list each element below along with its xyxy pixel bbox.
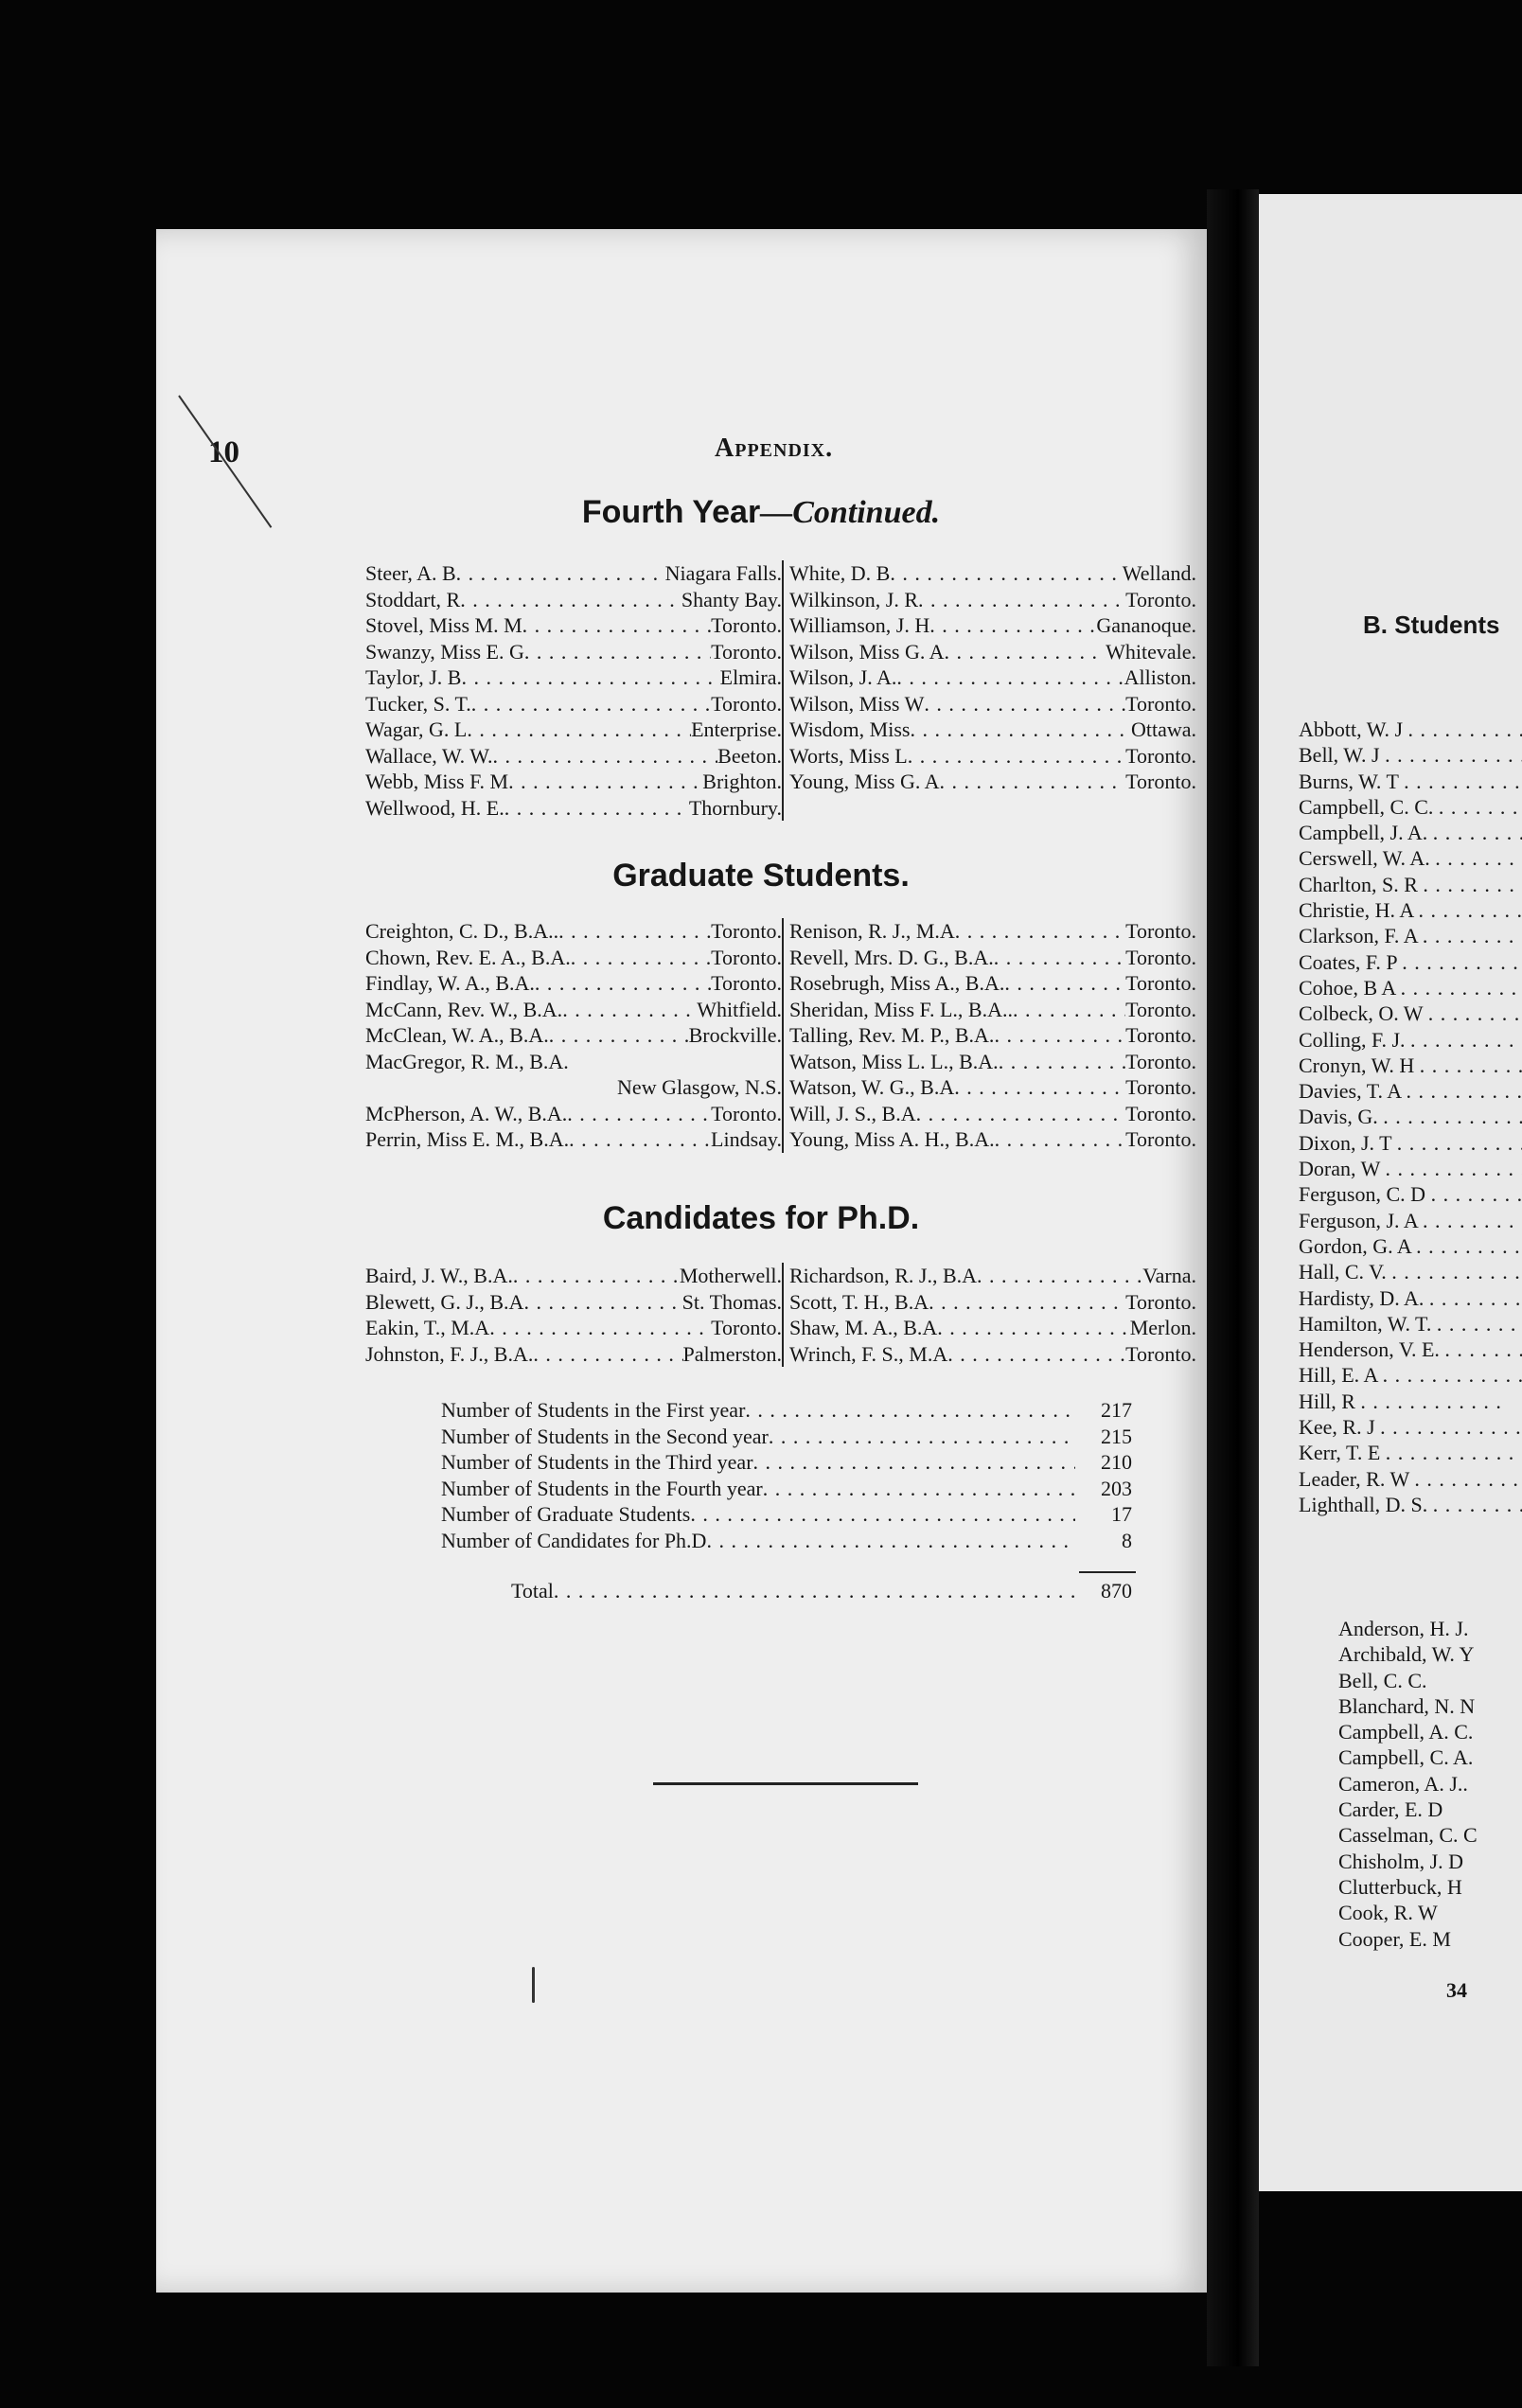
student-name: Taylor, J. B xyxy=(365,665,462,689)
student-name: Carder, E. D xyxy=(1338,1797,1443,1822)
list-item xyxy=(1338,1900,1478,1925)
student-name: MacGregor, R. M., B.A. xyxy=(365,1049,569,1073)
student-name: Cerswell, W. A. xyxy=(1299,846,1430,871)
student-place: Toronto. xyxy=(711,691,782,716)
student-name: Henderson, V. E. xyxy=(1299,1337,1440,1362)
student-place: Toronto. xyxy=(711,639,782,664)
student-place: Toronto. xyxy=(1125,1101,1196,1125)
student-name: Hill, R xyxy=(1299,1389,1355,1413)
list-item xyxy=(1299,1078,1522,1104)
student-name: McPherson, A. W., B.A. xyxy=(365,1101,568,1125)
student-name: Stovel, Miss M. M xyxy=(365,613,522,637)
phd-right-column xyxy=(782,1263,1196,1367)
list-item xyxy=(365,945,782,971)
student-name: Worts, Miss L xyxy=(789,743,908,768)
student-name: Watson, Miss L. L., B.A. xyxy=(789,1049,999,1073)
summary-row xyxy=(441,1528,1132,1554)
student-name: Kee, R. J xyxy=(1299,1415,1375,1440)
student-name: Christie, H. A xyxy=(1299,898,1414,923)
list-item xyxy=(1338,1771,1478,1797)
list-item xyxy=(365,743,782,770)
right-page-list-b xyxy=(1338,1616,1478,1952)
student-name: Ferguson, J. A xyxy=(1299,1208,1418,1232)
student-name: Wilson, Miss W xyxy=(789,691,925,716)
student-place: Toronto. xyxy=(711,1101,782,1125)
list-item xyxy=(1338,1719,1478,1744)
list-item xyxy=(789,769,1196,795)
list-item xyxy=(365,1074,782,1101)
student-name: Hamilton, W. T. xyxy=(1299,1311,1432,1336)
student-name: Eakin, T., M.A xyxy=(365,1316,490,1339)
student-name: Blewett, G. J., B.A xyxy=(365,1289,524,1314)
student-name: Wilkinson, J. R xyxy=(789,587,919,611)
fourth-year-list xyxy=(365,560,1196,821)
list-item xyxy=(1299,1389,1522,1414)
list-item xyxy=(365,769,782,795)
student-name: Clutterbuck, H xyxy=(1338,1874,1462,1899)
student-name: Cooper, E. M xyxy=(1338,1926,1451,1951)
left-page xyxy=(156,229,1207,2293)
student-place: Niagara Falls. xyxy=(664,561,782,585)
right-page xyxy=(1259,194,1522,2191)
phd-left-column xyxy=(365,1263,782,1367)
list-item xyxy=(789,945,1196,971)
list-item xyxy=(365,1022,782,1049)
student-place: Brockville. xyxy=(688,1023,782,1047)
list-item xyxy=(789,1049,1196,1075)
student-name: Davies, T. A xyxy=(1299,1079,1401,1104)
total-value: 870 xyxy=(1101,1579,1132,1602)
student-place: Varna. xyxy=(1142,1264,1196,1287)
fourth-year-title-text: Fourth Year xyxy=(581,494,761,530)
list-item xyxy=(1299,794,1522,820)
student-name: Bell, W. J xyxy=(1299,743,1380,768)
list-item xyxy=(1299,1181,1522,1207)
list-item xyxy=(789,743,1196,770)
summary-value: 8 xyxy=(1122,1528,1132,1552)
list-item xyxy=(789,1101,1196,1127)
summary-value: 215 xyxy=(1101,1424,1132,1448)
list-item xyxy=(1299,1000,1522,1026)
list-item xyxy=(1338,1616,1478,1641)
student-place: Ottawa. xyxy=(1130,717,1196,741)
list-item xyxy=(789,639,1196,665)
list-item xyxy=(365,1263,782,1289)
student-name: Stoddart, R xyxy=(365,587,461,611)
student-place: Palmerston. xyxy=(682,1341,782,1366)
student-name: Leader, R. W xyxy=(1299,1466,1409,1491)
list-item xyxy=(789,560,1196,587)
student-name: Kerr, T. E xyxy=(1299,1441,1381,1465)
list-item xyxy=(365,795,782,822)
student-name: Wilson, J. A. xyxy=(789,665,897,689)
student-name: Dixon, J. T xyxy=(1299,1130,1392,1155)
student-name: Tucker, S. T. xyxy=(365,691,471,716)
student-name: Wellwood, H. E. xyxy=(365,795,504,820)
list-item xyxy=(1299,1130,1522,1156)
student-name: Coates, F. P xyxy=(1299,949,1397,974)
list-item xyxy=(1299,717,1522,742)
student-place: Lindsay. xyxy=(711,1127,782,1151)
graduate-right-column xyxy=(782,918,1196,1153)
student-name: Swanzy, Miss E. G xyxy=(365,639,524,664)
summary-label: Number of Students in the Fourth year xyxy=(441,1476,763,1500)
list-item xyxy=(365,560,782,587)
list-item xyxy=(789,1022,1196,1049)
list-item xyxy=(789,970,1196,997)
student-place: Alliston. xyxy=(1124,665,1196,689)
student-name: Wagar, G. L xyxy=(365,717,468,741)
student-name: Will, J. S., B.A xyxy=(789,1101,916,1125)
list-item xyxy=(1299,1337,1522,1362)
student-name: Charlton, S. R xyxy=(1299,872,1418,896)
student-name: Talling, Rev. M. P., B.A. xyxy=(789,1023,995,1047)
list-item xyxy=(1299,1156,1522,1181)
student-name: Watson, W. G., B.A xyxy=(789,1075,955,1099)
student-name: McClean, W. A., B.A. xyxy=(365,1023,549,1047)
graduate-title: Graduate Students. xyxy=(612,858,910,894)
continued-label: —Continued. xyxy=(760,495,941,530)
student-name: Sheridan, Miss F. L., B.A.. xyxy=(789,997,1013,1021)
student-name: Ferguson, C. D xyxy=(1299,1182,1426,1207)
total-rule xyxy=(1079,1571,1136,1573)
student-name: Blanchard, N. N xyxy=(1338,1693,1476,1718)
list-item xyxy=(365,1289,782,1316)
student-place: Toronto. xyxy=(711,613,782,637)
list-item xyxy=(1338,1668,1478,1693)
student-place: Toronto. xyxy=(711,919,782,943)
list-item xyxy=(1299,1104,1522,1129)
list-item xyxy=(1299,820,1522,845)
student-place: New Glasgow, N.S. xyxy=(617,1075,782,1099)
list-item xyxy=(1299,897,1522,923)
list-item xyxy=(365,612,782,639)
right-page-heading: B. Students xyxy=(1363,611,1500,639)
student-name: Wilson, Miss G. A xyxy=(789,639,945,664)
student-place: Toronto. xyxy=(1125,971,1196,995)
student-name: Campbell, A. C. xyxy=(1338,1720,1474,1744)
student-name: Wisdom, Miss xyxy=(789,717,911,741)
student-name: Abbott, W. J xyxy=(1299,717,1404,741)
student-place: Toronto. xyxy=(1125,587,1196,611)
list-item xyxy=(1299,1053,1522,1078)
list-item xyxy=(365,1049,782,1075)
summary-row xyxy=(441,1501,1132,1528)
list-item xyxy=(789,918,1196,945)
list-item xyxy=(1338,1797,1478,1822)
student-name: Young, Miss G. A xyxy=(789,770,940,793)
summary-label: Number of Students in the Third year xyxy=(441,1450,753,1474)
student-place: Whitevale. xyxy=(1106,639,1196,664)
list-item xyxy=(789,612,1196,639)
list-item xyxy=(789,1263,1196,1289)
total-label: Total xyxy=(511,1579,554,1602)
list-item xyxy=(789,664,1196,691)
student-place: Whitfield. xyxy=(697,997,782,1021)
student-name: Hardisty, D. A. xyxy=(1299,1285,1425,1310)
list-item xyxy=(365,997,782,1023)
student-place: Welland. xyxy=(1122,561,1196,585)
student-place: Toronto. xyxy=(1125,743,1196,768)
book-gutter xyxy=(1207,189,1259,2366)
student-name: Cook, R. W xyxy=(1338,1901,1438,1925)
student-name: Revell, Mrs. D. G., B.A. xyxy=(789,945,994,969)
student-place: Toronto. xyxy=(711,1316,782,1339)
student-name: Baird, J. W., B.A. xyxy=(365,1264,513,1287)
student-name: Burns, W. T xyxy=(1299,769,1399,793)
list-item xyxy=(1299,1285,1522,1311)
student-name: Richardson, R. J., B.A xyxy=(789,1264,977,1287)
student-name: Renison, R. J., M.A xyxy=(789,919,955,943)
page-number: 10 xyxy=(208,435,239,469)
list-item xyxy=(365,1101,782,1127)
list-item xyxy=(1338,1693,1478,1719)
list-item xyxy=(789,691,1196,717)
student-name: Wrinch, F. S., M.A xyxy=(789,1341,948,1366)
summary-table xyxy=(441,1397,1132,1553)
summary-label: Number of Students in the Second year xyxy=(441,1424,769,1448)
list-item xyxy=(1338,1849,1478,1874)
list-item xyxy=(789,717,1196,743)
student-place: Toronto. xyxy=(1125,919,1196,943)
list-item xyxy=(1299,1466,1522,1492)
summary-value: 210 xyxy=(1101,1450,1132,1474)
student-place: Toronto. xyxy=(711,945,782,969)
list-item xyxy=(365,717,782,743)
list-item xyxy=(1299,1414,1522,1440)
student-name: Wallace, W. W. xyxy=(365,743,493,768)
student-name: Colbeck, O. W xyxy=(1299,1001,1424,1026)
list-item xyxy=(1299,845,1522,871)
student-name: Williamson, J. H xyxy=(789,613,930,637)
list-item xyxy=(789,1315,1196,1341)
list-item xyxy=(1338,1744,1478,1770)
student-place: Toronto. xyxy=(1125,1341,1196,1366)
student-place: Toronto. xyxy=(1125,945,1196,969)
list-item xyxy=(1299,1208,1522,1233)
student-name: Lighthall, D. S. xyxy=(1299,1492,1428,1516)
phd-list xyxy=(365,1263,1196,1367)
right-page-number: 34 xyxy=(1446,1978,1467,2002)
fourth_year-left-column xyxy=(365,560,782,821)
list-item xyxy=(1299,872,1522,897)
list-item xyxy=(365,970,782,997)
list-item xyxy=(1299,1027,1522,1053)
student-name: Cameron, A. J.. xyxy=(1338,1771,1468,1796)
list-item xyxy=(1299,742,1522,768)
list-item xyxy=(789,997,1196,1023)
list-item xyxy=(1299,1492,1522,1517)
student-name: Clarkson, F. A xyxy=(1299,924,1418,948)
student-place: Enterprise. xyxy=(691,717,782,741)
student-place: St. Thomas. xyxy=(681,1289,782,1314)
list-item xyxy=(1299,975,1522,1000)
list-item xyxy=(1338,1641,1478,1667)
student-name: Casselman, C. C xyxy=(1338,1823,1478,1848)
list-item xyxy=(789,1126,1196,1153)
list-item xyxy=(365,639,782,665)
list-item xyxy=(1338,1926,1478,1952)
list-item xyxy=(365,587,782,613)
student-place: Toronto. xyxy=(711,971,782,995)
student-name: Colling, F. J. xyxy=(1299,1027,1406,1052)
phd-title: Candidates for Ph.D. xyxy=(602,1200,920,1236)
student-place: Shanty Bay. xyxy=(681,587,782,611)
student-place: Toronto. xyxy=(1125,1023,1196,1047)
graduate-left-column xyxy=(365,918,782,1153)
total-row xyxy=(511,1578,1132,1604)
running-head: Appendix. xyxy=(715,434,834,463)
student-name: Chisholm, J. D xyxy=(1338,1849,1464,1873)
student-place: Elmira. xyxy=(719,665,782,689)
student-name: Cronyn, W. H xyxy=(1299,1053,1415,1077)
list-item xyxy=(365,664,782,691)
student-name: Cohoe, B A xyxy=(1299,975,1396,1000)
list-item xyxy=(789,1341,1196,1368)
student-name: Doran, W xyxy=(1299,1157,1380,1181)
student-name: Perrin, Miss E. M., B.A. xyxy=(365,1127,570,1151)
student-name: McCann, Rev. W., B.A. xyxy=(365,997,563,1021)
student-name: Hill, E. A xyxy=(1299,1363,1378,1388)
list-item xyxy=(1299,1440,1522,1465)
summary-label: Number of Graduate Students xyxy=(441,1502,691,1526)
list-item xyxy=(365,1341,782,1368)
list-item xyxy=(365,918,782,945)
student-place: Merlon. xyxy=(1129,1316,1196,1339)
ink-mark xyxy=(532,1967,535,2003)
summary-value: 203 xyxy=(1101,1476,1132,1500)
summary-label: Number of Candidates for Ph.D xyxy=(441,1528,707,1552)
summary-label: Number of Students in the First year xyxy=(441,1398,746,1422)
student-place: Toronto. xyxy=(1125,1289,1196,1314)
student-name: White, D. B xyxy=(789,561,891,585)
student-place: Beeton. xyxy=(717,743,782,768)
summary-row xyxy=(441,1424,1132,1450)
student-name: Chown, Rev. E. A., B.A. xyxy=(365,945,571,969)
list-item xyxy=(365,691,782,717)
list-item xyxy=(1299,1259,1522,1284)
student-name: Creighton, C. D., B.A.. xyxy=(365,919,559,943)
summary-row xyxy=(441,1397,1132,1424)
student-name: Davis, G. xyxy=(1299,1105,1378,1129)
list-item xyxy=(789,1074,1196,1101)
student-name: Bell, C. C. xyxy=(1338,1668,1427,1692)
list-item xyxy=(365,1126,782,1153)
list-item xyxy=(1299,769,1522,794)
student-place: Toronto. xyxy=(1125,770,1196,793)
student-name: Steer, A. B xyxy=(365,561,456,585)
end-rule xyxy=(653,1782,918,1785)
summary-row xyxy=(441,1476,1132,1502)
student-name: Campbell, J. A. xyxy=(1299,821,1428,845)
fourth_year-right-column xyxy=(782,560,1196,821)
student-place: Toronto. xyxy=(1125,691,1196,716)
student-place: Gananoque. xyxy=(1096,613,1196,637)
student-name: Hall, C. V. xyxy=(1299,1260,1387,1284)
list-item xyxy=(1299,1362,1522,1388)
student-name: Findlay, W. A., B.A. xyxy=(365,971,535,995)
student-place: Brighton. xyxy=(702,770,782,793)
student-name: Campbell, C. A. xyxy=(1338,1745,1474,1770)
student-place: Toronto. xyxy=(1125,997,1196,1021)
student-name: Johnston, F. J., B.A. xyxy=(365,1341,534,1366)
student-name: Scott, T. H., B.A xyxy=(789,1289,929,1314)
student-place: Toronto. xyxy=(1125,1075,1196,1099)
student-name: Anderson, H. J. xyxy=(1338,1617,1469,1640)
summary-value: 217 xyxy=(1101,1398,1132,1422)
summary-value: 17 xyxy=(1111,1502,1132,1526)
student-place: Toronto. xyxy=(1125,1127,1196,1151)
student-place: Thornbury. xyxy=(688,795,782,820)
student-name: Gordon, G. A xyxy=(1299,1233,1411,1258)
graduate-list xyxy=(365,918,1196,1153)
list-item xyxy=(1338,1822,1478,1848)
list-item xyxy=(1299,923,1522,948)
list-item xyxy=(1299,949,1522,975)
list-item xyxy=(1338,1874,1478,1900)
list-item xyxy=(1299,1233,1522,1259)
student-name: Campbell, C. C. xyxy=(1299,794,1434,819)
summary-row xyxy=(441,1449,1132,1476)
right-page-list-a xyxy=(1299,717,1522,1517)
list-item xyxy=(789,1289,1196,1316)
list-item xyxy=(789,587,1196,613)
student-place: Motherwell. xyxy=(679,1264,782,1287)
student-name: Young, Miss A. H., B.A. xyxy=(789,1127,995,1151)
list-item xyxy=(1299,1311,1522,1337)
student-name: Webb, Miss F. M xyxy=(365,770,509,793)
student-name: Rosebrugh, Miss A., B.A. xyxy=(789,971,1005,995)
student-place: Toronto. xyxy=(1125,1049,1196,1073)
list-item xyxy=(365,1315,782,1341)
student-name: Archibald, W. Y xyxy=(1338,1642,1475,1667)
student-name: Shaw, M. A., B.A xyxy=(789,1316,938,1339)
